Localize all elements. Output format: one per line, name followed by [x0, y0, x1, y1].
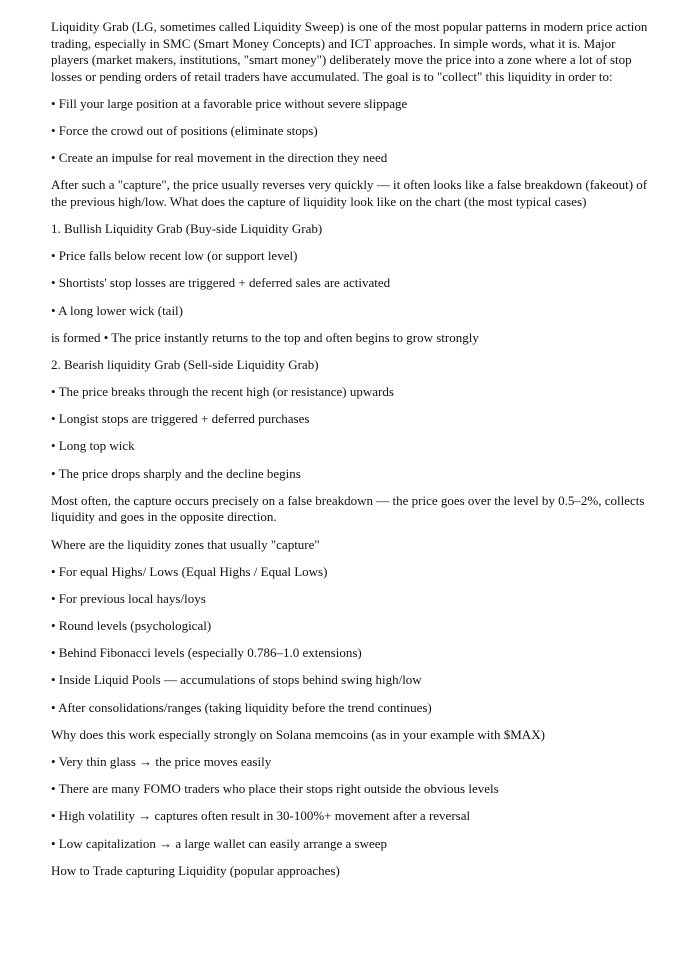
list-item: • The price breaks through the recent high (or resistance) upwards	[51, 384, 394, 400]
section-heading: 1. Bullish Liquidity Grab (Buy-side Liquidity Grab)	[51, 220, 323, 236]
list-item: • A long lower wick (tail)	[51, 302, 183, 318]
section-heading: Where are the liquidity zones that usually "capture"	[51, 536, 320, 552]
list-item: • Longist stops are triggered + deferred purchases	[51, 411, 310, 427]
section-heading: How to Trade capturing Liquidity (popular approaches)	[51, 862, 340, 878]
list-item: • Very thin glass → the price moves easily	[51, 754, 272, 769]
list-item: • High volatility → captures often result in 30-100%+ movement after a reversal	[51, 808, 471, 824]
list-item: • Behind Fibonacci levels (especially 0.786–1.0 extensions)	[51, 645, 362, 661]
document-body	[51, 19, 655, 890]
list-item: • After consolidations/ranges (taking liquidity before the trend continues)	[51, 699, 432, 715]
list-item: • For equal Highs/ Lows (Equal Highs / Equal Lows)	[51, 563, 328, 579]
list-item: • Force the crowd out of positions (eliminate stops)	[51, 122, 318, 138]
list-item: • For previous local hays/loys	[51, 590, 206, 606]
list-item: • Round levels (psychological)	[51, 618, 212, 634]
list-item: • Create an impulse for real movement in the direction they need	[51, 150, 388, 166]
section-heading: 2. Bearish liquidity Grab (Sell-side Liquidity Grab)	[51, 356, 319, 372]
paragraph: After such a "capture", the price usually reverses very quickly — it often looks like a false breakdown (fakeout) of the previous high/low. What does the capture of liquidity look like on the chart (the most typical cases)	[51, 177, 648, 209]
paragraph: Most often, the capture occurs precisely on a false breakdown — the price goes over the level by 0.5–2%, collects liquidity and goes in the opposite direction.	[51, 492, 645, 525]
list-item: • Shortists' stop losses are triggered + deferred sales are activated	[51, 275, 391, 291]
list-item: • Low capitalization → a large wallet can easily arrange a sweep	[51, 835, 388, 851]
list-item: • There are many FOMO traders who place their stops right outside the obvious levels	[51, 781, 499, 797]
list-item: • Price falls below recent low (or support level)	[51, 248, 298, 264]
intro-paragraph: Liquidity Grab (LG, sometimes called Liquidity Sweep) is one of the most popular patterns in modern price action trading, especially in SMC (Smart Money Concepts) and ICT approaches. In simple words, what it is. Major players (market makers, institutions, "smart money") deliberately move the price into a zone where a lot of stop losses or pending orders of retail traders have accumulated. The goal is to "collect" this liquidity in order to:	[51, 19, 648, 84]
list-item: • The price drops sharply and the decline begins	[51, 465, 301, 481]
list-item: • Inside Liquid Pools — accumulations of stops behind swing high/low	[51, 672, 422, 688]
paragraph: is formed • The price instantly returns to the top and often begins to grow strongly	[51, 329, 479, 345]
list-item: • Fill your large position at a favorable price without severe slippage	[51, 95, 408, 111]
list-item: • Long top wick	[51, 438, 135, 454]
section-heading: Why does this work especially strongly on Solana memcoins (as in your example with $MAX)	[51, 726, 545, 742]
